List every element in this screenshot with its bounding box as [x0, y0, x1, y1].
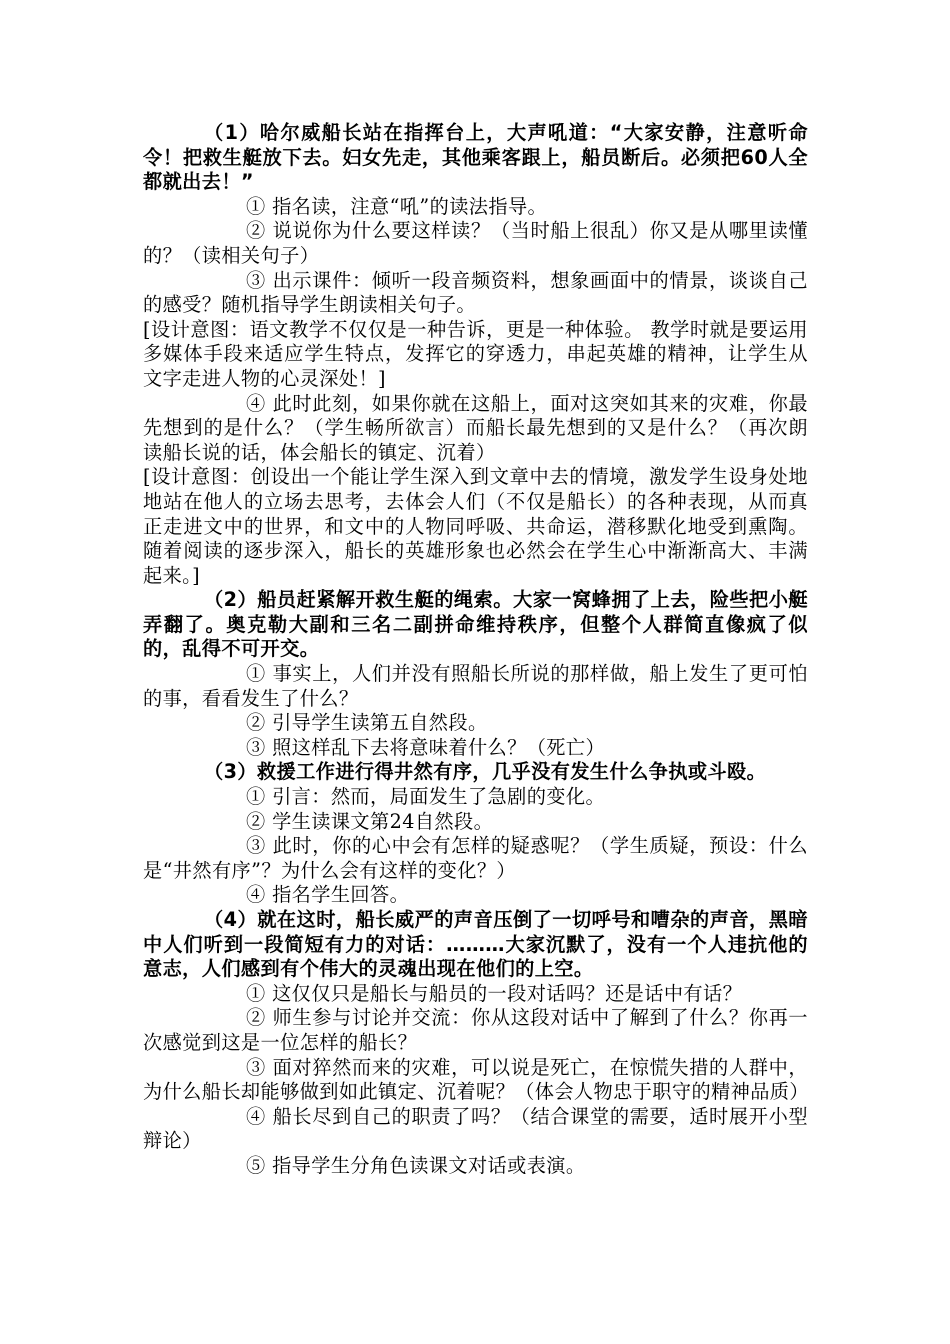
step-item: ② 说说你为什么要这样读？（当时船上很乱）你又是从哪里读懂的？（读相关句子）: [143, 219, 808, 267]
step-item: ② 学生读课文第24自然段。: [246, 809, 494, 833]
step-item: ② 师生参与讨论并交流：你从这段对话中了解到了什么？你再一次感觉到这是一位怎样的船长？: [143, 1006, 808, 1054]
section-heading-3: （3）救援工作进行得井然有序，几乎没有发生什么争执或斗殴。: [204, 760, 767, 784]
step-item: ① 引言：然而，局面发生了急剧的变化。: [246, 785, 606, 809]
section-heading-2: （2）船员赶紧解开救生艇的绳索。大家一窝蜂拥了上去，险些把小艇弄翻了。奥克勒大副和三名二副拼命维持秩序，但整个人群简直像疯了似的，乱得不可开交。: [143, 588, 808, 661]
step-item: ④ 指名学生回答。: [246, 883, 410, 907]
step-item: ③ 面对猝然而来的灾难，可以说是死亡，在惊慌失措的人群中，为什么船长却能够做到如此镇定、沉着呢？（体会人物忠于职守的精神品质）: [143, 1055, 809, 1104]
step-item: ③ 照这样乱下去将意味着什么？（死亡）: [246, 735, 606, 759]
document-page: [143, 121, 808, 1179]
step-item: ② 引导学生读第五自然段。: [246, 711, 488, 735]
step-item: ③ 出示课件：倾听一段音频资料，想象画面中的情景，谈谈自己的感受？随机指导学生朗读相关句子。: [143, 268, 808, 317]
step-item: ① 指名读，注意“吼”的读法指导。: [246, 194, 548, 218]
step-item: ① 这仅仅只是船长与船员的一段对话吗？还是话中有话？: [246, 981, 743, 1005]
step-item: ④ 此时此刻，如果你就在这船上，面对这突如其来的灾难，你最先想到的是什么？（学生畅所欲言）而船长最先想到的又是什么？（再次朗读船长说的话，体会船长的镇定、沉着）: [143, 391, 808, 464]
section-heading-4: （4）就在这时，船长威严的声音压倒了一切呼号和嘈杂的声音，黑暗中人们听到一段简短有力的对话：………大家沉默了，没有一个人违抗他的意志，人们感到有个伟大的灵魂出现在他们的上空。: [143, 908, 808, 981]
design-intent-note: [设计意图：创设出一个能让学生深入到文章中去的情境，激发学生设身处地地站在他人的立场去思考，去体会人们（不仅是船长）的各种表现，从而真正走进文中的世界，和文中的人物同呼吸、共命运，潜移默化地受到熏陶。随着阅读的逐步深入，船长的英雄形象也必然会在学生心中渐渐高大、丰满起来。]: [143, 465, 808, 587]
design-intent-note: [设计意图：语文教学不仅仅是一种告诉，更是一种体验。 教学时就是要运用多媒体手段来适应学生特点，发挥它的穿透力，串起英雄的精神，让学生从文字走进人物的心灵深处！]: [143, 317, 808, 390]
step-item: ③ 此时，你的心中会有怎样的疑惑呢？（学生质疑，预设：什么是“井然有序”？为什么会有这样的变化？）: [143, 834, 808, 882]
step-item: ⑤ 指导学生分角色读课文对话或表演。: [246, 1153, 586, 1177]
step-item: ④ 船长尽到自己的职责了吗？（结合课堂的需要，适时展开小型辩论）: [143, 1104, 808, 1153]
section-heading-1: （1）哈尔威船长站在指挥台上，大声吼道：“大家安静，注意听命令！把救生艇放下去。妇女先走，其他乘客跟上，船员断后。必须把60人全都就出去！”: [143, 121, 808, 194]
step-item: ① 事实上，人们并没有照船长所说的那样做，船上发生了更可怕的事，看看发生了什么？: [143, 662, 808, 710]
